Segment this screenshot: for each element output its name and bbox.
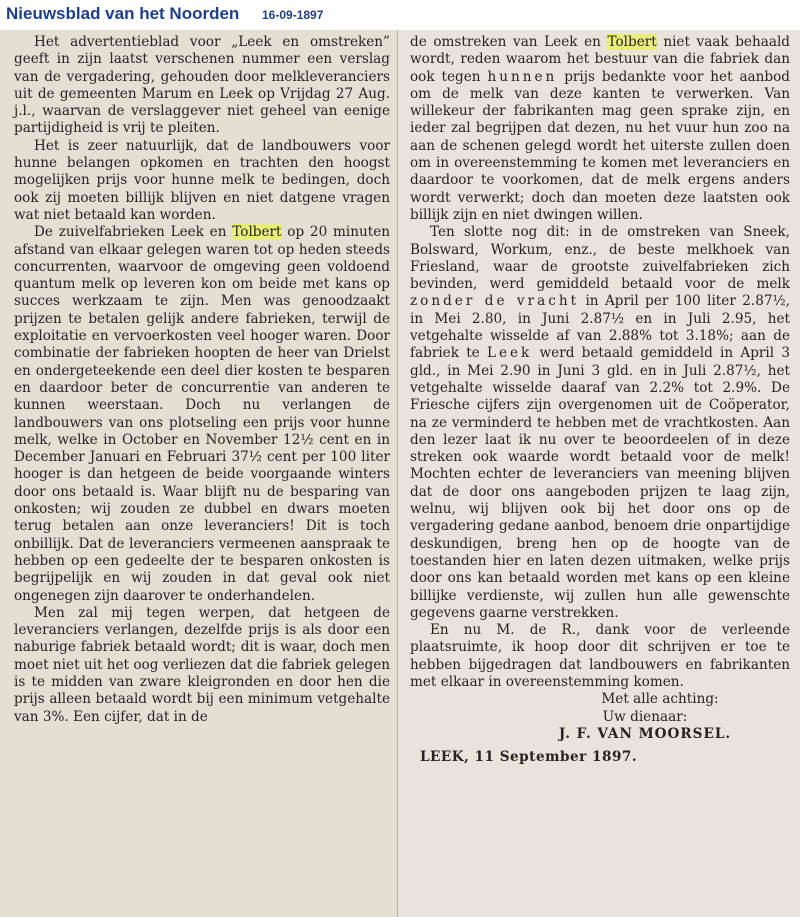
paragraph [410,224,790,622]
text-run: niet vaak behaald wordt, reden waarom het bestuur van die fabriek dan ook tegen [410,34,790,85]
article-column-right [398,30,800,917]
text-run: op 20 minuten afstand van elkaar gelegen waren tot op heden steeds concurrenten, waarvoor de omgeving geen voldoend quantum melk op leveren kon om beide met kans op succes werkzaam te zijn. Men was genoodzaakt prijzen te betalen gelijk andere fabrieken, terwijl de exploitatie en vervoerkosten veel hooger waren. Door combinatie der fabrieken hoopten de heer van Drielst en ondergeteekende een deel dier kosten te besparen en daardoor beter de concurrentie van anderen te kunnen weerstaan. Doch nu verlangen de landbouwers van ons plotseling een prijs voor hunne melk, welke in October en November 12½ cent en in December Januari en Februari 37½ cent per 100 liter hooger is dan hetgeen de beide voorgaande winters door ons betaald is. Waar blijft nu de besparing van onkosten; wij zouden ze dubbel en dwars moeten terug betalen aan onze leveranciers! Dit is toch onbillijk. Dat de leveranciers vermeenen aanspraak te hebben op een gedeelte der te besparen onkosten is begrijpelijk en wij zouden in dat geval ook niet ongenegen zijn daarover te onderhandelen. [14,224,390,604]
header-bar [0,0,800,30]
signatory-name: J. F. VAN MOORSEL. [558,725,732,742]
text-run: Ten slotte nog dit: in de omstreken van Sneek, Bolsward, Workum, enz., de beste melkhoek van Friesland, waar de grootste zuivelfabrieken zich bevinden, werd gemiddeld betaald voor de melk [410,224,790,293]
text-run: in April per 100 liter 2.87½, in Mei 2.80, in Juni 2.87½ en in Juli 2.95, het vetgehalte wisselde af van 2.88% tot 3.18%; aan de fabriek te [410,293,790,362]
paragraph [14,224,390,605]
newspaper-clipping [0,30,800,917]
spaced-text: Leek [486,345,533,362]
spaced-text: hunnen [487,68,558,85]
place-date: LEEK, 11 September 1897. [420,749,638,766]
text-run: prijs bedankte voor het aanbod om de melk van deze kanten te verwerken. Van willekeur der fabrikanten mag geen sprake zijn, en ieder zal begrijpen dat dezen, nu het vuur hun zoo na aan de schenen gelegd wordt het uiterste zullen doen om in overeenstemming te komen met leveranciers en daardoor te voorkomen, dat de melk ergens anders wordt verwerkt; doch dan moeten deze laatsten ook billijk zijn en niet dwingen willen. [410,68,790,223]
servant-line: Uw dienaar: [602,708,688,725]
paragraph [410,34,790,224]
text-run: de omstreken van Leek en [410,34,608,50]
paragraph: Het is zeer natuurlijk, dat de landbouwers voor hunne belangen opkomen en trachten den hoogst mogelijken prijs voor hunne melk te bedingen, doch ook zij moeten billijk blijven en niet datgene vragen wat niet betaald kan worden. [14,137,390,223]
text-run: werd betaald gemiddeld in April 3 gld., in Mei 2.90 in Juni 3 gld. en in Juli 2.87½, het vetgehalte wisselde daaraf van 2.2% tot 2.9%. De Friesche cijfers zijn overgenomen uit de Coöperator, na ze verminderd te hebben met de vrachtkosten. Aan den lezer laat ik nu over te beoordeelen of in deze streken ook waarde wordt betaald voor de melk! Mochten echter de leveranciers van meening blijven dat de door ons aangeboden prijzen te laag zijn, welnu, wij blijven ook bij het door ons op de vergadering gedane aanbod, benoem drie onpartijdige deskundigen, breng hen op de hoogte van de toestanden hier en laten dezen uitmaken, welke prijs door ons kan betaald worden met kans op een kleine billijke verdienste, wij zullen hun alle gewenschte gegevens gaarne verstrekken. [410,345,790,621]
publication-date: 16-09-1897 [262,8,324,22]
article-column-left [0,30,398,917]
closing-line: Met alle achting: [601,691,719,708]
spaced-text: zonder de vracht [410,293,580,310]
text-run: De zuivelfabrieken Leek en [34,224,233,241]
search-highlight: Tolbert [232,224,282,241]
search-highlight: Tolbert [607,34,657,50]
paragraph: Het advertentieblad voor „Leek en omstreken” geeft in zijn laatst verschenen nummer een verslag van de vergadering, gehouden door melkleveranciers uit de gemeenten Marum en Leek op Vrijdag 27 Aug. j.l., waarvan de verslaggever niet geheel van eenige partijdigheid is vrij te pleiten. [14,34,390,137]
paragraph: En nu M. de R., dank voor de verleende plaatsruimte, ik hoop door dit schrijven er toe te hebben bijgedragen dat landbouwers en fabrikanten met elkaar in overeenstemming komen. [410,622,790,690]
paragraph: Men zal mij tegen werpen, dat hetgeen de leveranciers verlangen, dezelfde prijs is als door een naburige fabriek betaald wordt; dit is waar, doch men moet niet uit het oog verliezen dat die fabriek gelegen is te midden van zware kleigronden en door hen die prijs alleen betaald wordt bij een minimum vetgehalte van 3%. Een cijfer, dat in de [14,604,390,725]
newspaper-title: Nieuwsblad van het Noorden [6,4,240,23]
